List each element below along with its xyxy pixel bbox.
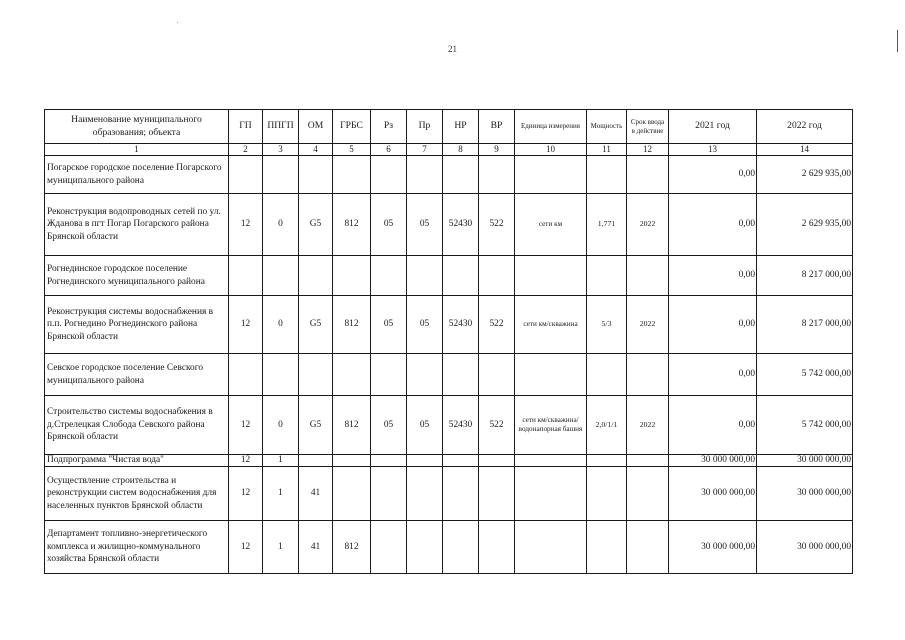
table-row <box>45 156 853 194</box>
column-index: 10 <box>515 144 587 156</box>
cell-grbs <box>333 455 371 467</box>
header-pr: Пр <box>407 110 443 144</box>
cell-gp <box>229 256 263 296</box>
cell-pr <box>407 467 443 521</box>
cell-vr <box>479 156 515 194</box>
cell-vr: 522 <box>479 194 515 256</box>
cell-vr <box>479 467 515 521</box>
cell-2022: 30 000 000,00 <box>757 467 853 521</box>
cell-om <box>299 455 333 467</box>
cell-ppgp: 0 <box>263 396 299 455</box>
column-index: 3 <box>263 144 299 156</box>
cell-2021: 30 000 000,00 <box>669 455 757 467</box>
cell-pr <box>407 521 443 574</box>
cell-vr <box>479 256 515 296</box>
cell-pr <box>407 354 443 396</box>
cell-ppgp: 0 <box>263 296 299 354</box>
cell-rz <box>371 156 407 194</box>
column-index: 8 <box>443 144 479 156</box>
header-grbs: ГРБС <box>333 110 371 144</box>
table-row <box>45 194 853 256</box>
cell-2021: 30 000 000,00 <box>669 467 757 521</box>
cell-gp: 12 <box>229 521 263 574</box>
cell-gp <box>229 156 263 194</box>
cell-unit: сети км <box>515 194 587 256</box>
cell-name: Реконструкция системы водоснабжения в п.п. Рогнедино Рогнединского района Брянской области <box>45 296 229 354</box>
cell-name: Подпрограмма "Чистая вода" <box>45 455 229 467</box>
header-unit: Единица измерения <box>515 110 587 144</box>
cell-gp: 12 <box>229 467 263 521</box>
header-2022: 2022 год <box>757 110 853 144</box>
cell-2021: 0,00 <box>669 354 757 396</box>
cell-name: Департамент топливно-энергетического комплекса и жилищно-коммунального хозяйства Брянской области <box>45 521 229 574</box>
table-row <box>45 467 853 521</box>
header-nr: НР <box>443 110 479 144</box>
cell-2022: 8 217 000,00 <box>757 296 853 354</box>
cell-om <box>299 354 333 396</box>
cell-pr: 05 <box>407 296 443 354</box>
cell-vr <box>479 455 515 467</box>
cell-om <box>299 256 333 296</box>
cell-pr: 05 <box>407 396 443 455</box>
cell-unit <box>515 455 587 467</box>
cell-2022: 5 742 000,00 <box>757 354 853 396</box>
cell-2021: 0,00 <box>669 194 757 256</box>
cell-2021: 0,00 <box>669 296 757 354</box>
cell-nr <box>443 256 479 296</box>
column-index: 12 <box>627 144 669 156</box>
cell-unit <box>515 354 587 396</box>
cell-gp: 12 <box>229 194 263 256</box>
column-index: 6 <box>371 144 407 156</box>
cell-ppgp: 1 <box>263 521 299 574</box>
cell-power <box>587 156 627 194</box>
cell-om: 41 <box>299 521 333 574</box>
cell-ppgp <box>263 354 299 396</box>
cell-2021: 0,00 <box>669 156 757 194</box>
cell-2022: 30 000 000,00 <box>757 455 853 467</box>
column-index: 13 <box>669 144 757 156</box>
column-index: 9 <box>479 144 515 156</box>
cell-term: 2022 <box>627 396 669 455</box>
cell-gp <box>229 354 263 396</box>
cell-term <box>627 455 669 467</box>
cell-gp: 12 <box>229 296 263 354</box>
cell-nr <box>443 521 479 574</box>
cell-2022: 2 629 935,00 <box>757 156 853 194</box>
cell-term <box>627 256 669 296</box>
cell-rz <box>371 354 407 396</box>
cell-power <box>587 455 627 467</box>
cell-rz <box>371 256 407 296</box>
cell-2022: 2 629 935,00 <box>757 194 853 256</box>
cell-grbs <box>333 467 371 521</box>
header-vr: ВР <box>479 110 515 144</box>
header-name: Наименование муниципального образования; объекта <box>45 110 229 144</box>
cell-name: Реконструкция водопроводных сетей по ул. Жданова в пгт Погар Погарского района Брянской области <box>45 194 229 256</box>
page-number: 21 <box>448 44 457 54</box>
table-row <box>45 296 853 354</box>
column-index-row <box>45 144 853 156</box>
cell-unit: сети км/скважина/водонапорная башня <box>515 396 587 455</box>
cell-pr <box>407 156 443 194</box>
cell-grbs: 812 <box>333 194 371 256</box>
cell-power <box>587 256 627 296</box>
cell-pr: 05 <box>407 194 443 256</box>
cell-ppgp <box>263 156 299 194</box>
cell-term <box>627 354 669 396</box>
cell-nr: 52430 <box>443 296 479 354</box>
cell-nr <box>443 455 479 467</box>
cell-pr <box>407 256 443 296</box>
column-index: 4 <box>299 144 333 156</box>
header-rz: Рз <box>371 110 407 144</box>
column-index: 1 <box>45 144 229 156</box>
cell-power: 1,771 <box>587 194 627 256</box>
cell-ppgp: 1 <box>263 455 299 467</box>
cell-unit <box>515 256 587 296</box>
cell-power: 2,0/1/1 <box>587 396 627 455</box>
cell-vr <box>479 354 515 396</box>
cell-name: Рогнединское городское поселение Рогнединского муниципального района <box>45 256 229 296</box>
cell-2021: 0,00 <box>669 256 757 296</box>
cell-om: G5 <box>299 396 333 455</box>
cell-rz: 05 <box>371 296 407 354</box>
cell-term <box>627 521 669 574</box>
cell-rz <box>371 455 407 467</box>
cell-grbs: 812 <box>333 521 371 574</box>
cell-power: 5/3 <box>587 296 627 354</box>
cell-unit <box>515 156 587 194</box>
cell-term: 2022 <box>627 296 669 354</box>
cell-grbs <box>333 354 371 396</box>
table-row <box>45 354 853 396</box>
table-row <box>45 455 853 467</box>
cell-2022: 8 217 000,00 <box>757 256 853 296</box>
column-index: 5 <box>333 144 371 156</box>
table-row <box>45 396 853 455</box>
header-2021: 2021 год <box>669 110 757 144</box>
cell-2021: 0,00 <box>669 396 757 455</box>
cell-om <box>299 156 333 194</box>
cell-om: G5 <box>299 194 333 256</box>
column-index: 11 <box>587 144 627 156</box>
cell-ppgp: 0 <box>263 194 299 256</box>
header-ppgp: ППГП <box>263 110 299 144</box>
cell-rz: 05 <box>371 396 407 455</box>
cell-grbs <box>333 156 371 194</box>
cell-name: Строительство системы водоснабжения в д.Стрелецкая Слобода Севского района Брянской области <box>45 396 229 455</box>
cell-unit: сети км/скважина <box>515 296 587 354</box>
cell-name: Севское городское поселение Севского муниципального района <box>45 354 229 396</box>
cell-rz <box>371 467 407 521</box>
cell-nr <box>443 467 479 521</box>
cell-gp: 12 <box>229 455 263 467</box>
cell-om: G5 <box>299 296 333 354</box>
column-index: 14 <box>757 144 853 156</box>
header-power: Мощность <box>587 110 627 144</box>
table-row <box>45 256 853 296</box>
cell-power <box>587 467 627 521</box>
cell-nr <box>443 156 479 194</box>
cell-power <box>587 521 627 574</box>
table-row <box>45 521 853 574</box>
cell-vr: 522 <box>479 296 515 354</box>
cell-grbs: 812 <box>333 396 371 455</box>
cell-term: 2022 <box>627 194 669 256</box>
cell-term <box>627 467 669 521</box>
cell-unit <box>515 521 587 574</box>
cell-rz: 05 <box>371 194 407 256</box>
cell-ppgp <box>263 256 299 296</box>
header-gp: ГП <box>229 110 263 144</box>
cell-name: Погарское городское поселение Погарского муниципального района <box>45 156 229 194</box>
cell-gp: 12 <box>229 396 263 455</box>
cell-grbs: 812 <box>333 296 371 354</box>
cell-vr: 522 <box>479 396 515 455</box>
cell-vr <box>479 521 515 574</box>
cell-pr <box>407 455 443 467</box>
header-row <box>45 110 853 144</box>
cell-term <box>627 156 669 194</box>
header-term: Срок ввода в действие <box>627 110 669 144</box>
cell-nr <box>443 354 479 396</box>
header-om: ОМ <box>299 110 333 144</box>
cell-grbs <box>333 256 371 296</box>
cell-2022: 5 742 000,00 <box>757 396 853 455</box>
scan-speck <box>177 22 178 23</box>
cell-power <box>587 354 627 396</box>
column-index: 2 <box>229 144 263 156</box>
cell-ppgp: 1 <box>263 467 299 521</box>
column-index: 7 <box>407 144 443 156</box>
cell-name: Осуществление строительства и реконструкции систем водоснабжения для населенных пунктов Брянской области <box>45 467 229 521</box>
cell-2022: 30 000 000,00 <box>757 521 853 574</box>
cell-om: 41 <box>299 467 333 521</box>
cell-rz <box>371 521 407 574</box>
cell-2021: 30 000 000,00 <box>669 521 757 574</box>
cell-unit <box>515 467 587 521</box>
cell-nr: 52430 <box>443 194 479 256</box>
cell-nr: 52430 <box>443 396 479 455</box>
budget-table <box>44 109 853 574</box>
